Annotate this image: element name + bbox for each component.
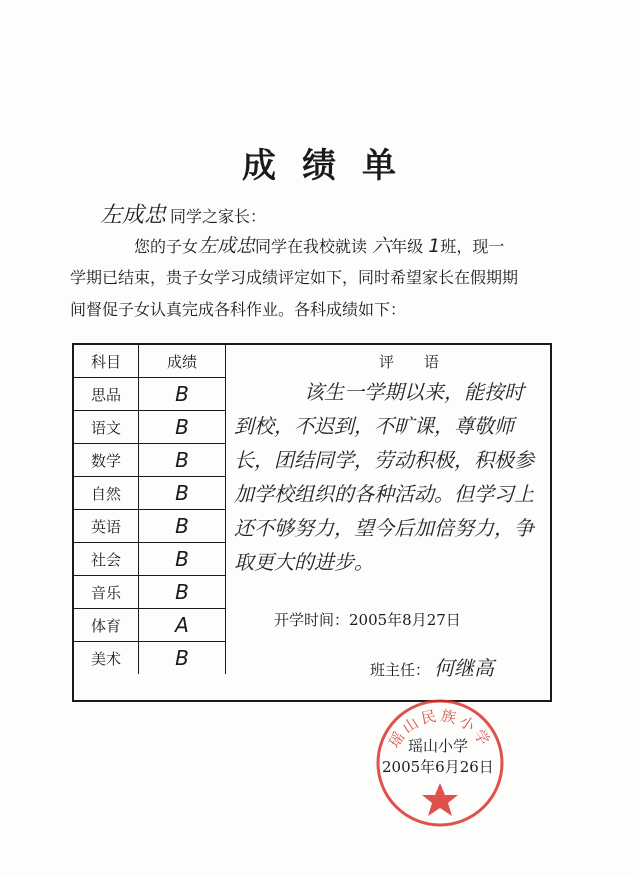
score-cell: B — [139, 576, 226, 609]
subject-cell: 自然 — [74, 477, 139, 510]
teacher-signature: 何继高 — [434, 656, 495, 680]
subject-cell: 思品 — [74, 378, 139, 411]
subject-cell: 社会 — [74, 543, 139, 576]
intro-line-1 — [70, 230, 600, 263]
seal-text: 瑶山民族小学 — [385, 706, 495, 752]
score-cell: B — [139, 642, 226, 675]
handwritten-grade: 六 — [372, 235, 392, 257]
intro-post: 班，现一 — [440, 237, 505, 256]
grade-table — [72, 343, 552, 702]
subject-cell: 音乐 — [74, 576, 139, 609]
intro-line-2: 学期已结束，贵子女学习成绩评定如下，同时希望家长在假期期 — [70, 268, 519, 287]
handwritten-student-name: 左成忠 — [100, 203, 167, 228]
table-row — [74, 411, 226, 444]
score-cell: A — [139, 609, 226, 642]
table-row — [74, 444, 226, 477]
score-cell: B — [139, 510, 226, 543]
intro-pre: 您的子女 — [134, 237, 199, 256]
subject-cell: 语文 — [74, 411, 139, 444]
handwritten-name-inline: 左成忠 — [198, 235, 256, 257]
handwritten-comment: 该生一学期以来，能按时到校，不迟到，不旷课，尊敬师长，团结同学，劳动积极，积极参加学校组织的各种活动。但学习上还不够努力，望今后加倍努力，争取更大的进步。 — [234, 380, 534, 574]
subject-cell: 数学 — [74, 444, 139, 477]
salutation — [100, 198, 266, 229]
score-cell: B — [139, 378, 226, 411]
table-row — [74, 378, 226, 411]
table-row — [74, 576, 226, 609]
header-score: 成绩 — [139, 345, 226, 378]
table-row — [74, 609, 226, 642]
score-cell: B — [139, 543, 226, 576]
teacher-label: 班主任： — [370, 661, 431, 679]
table-row — [74, 477, 226, 510]
salutation-suffix: 同学之家长： — [170, 207, 267, 226]
score-grid — [74, 345, 226, 674]
intro-mid: 同学在我校就读 — [255, 237, 368, 256]
comment-header: 评语 — [378, 353, 469, 371]
subject-cell: 美术 — [74, 642, 139, 675]
school-name: 瑶山小学 — [408, 737, 469, 755]
handwritten-class: 1 — [428, 235, 441, 257]
score-cell: B — [139, 444, 226, 477]
table-row — [74, 510, 226, 543]
subject-cell: 英语 — [74, 510, 139, 543]
subject-cell: 体育 — [74, 609, 139, 642]
teacher-signature-line — [370, 652, 494, 681]
table-row — [74, 543, 226, 576]
start-date: 开学时间：2005年8月27日 — [274, 611, 461, 629]
intro-line-3: 间督促子女认真完成各科作业。各科成绩如下： — [70, 300, 407, 319]
issue-date: 2005年6月26日 — [382, 758, 494, 776]
page-title: 成绩单 — [242, 146, 422, 186]
table-header-row — [74, 345, 226, 378]
score-cell: B — [139, 477, 226, 510]
header-subject: 科目 — [74, 345, 139, 378]
table-row — [74, 642, 226, 675]
score-cell: B — [139, 411, 226, 444]
grade-word: 年级 — [391, 237, 424, 256]
